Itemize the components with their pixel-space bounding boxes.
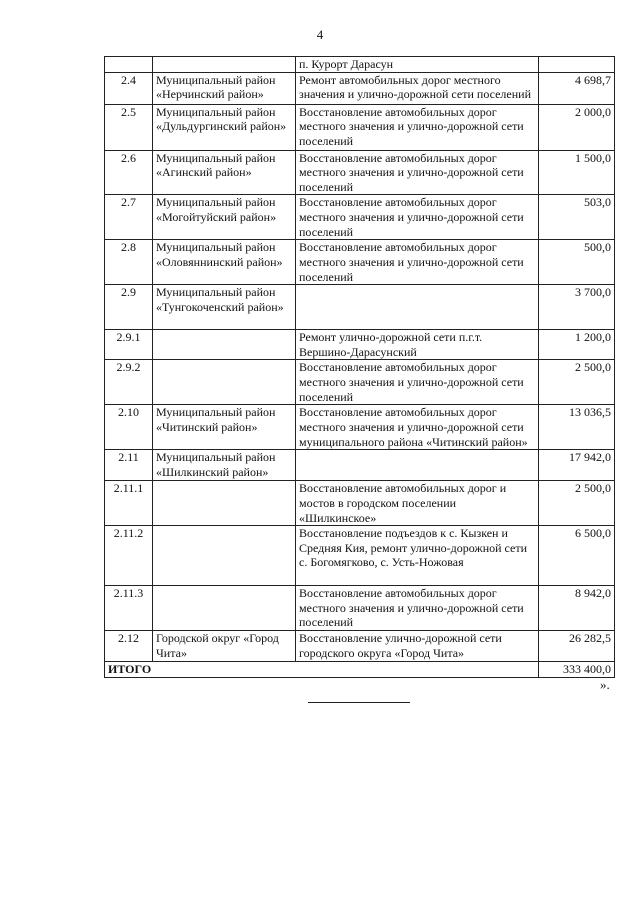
row-number: 2.9 (105, 285, 153, 330)
table-row (105, 285, 615, 330)
table-row (105, 405, 615, 450)
work-description-cell: Восстановление автомобильных дорог местного значения и улично-дорожной сети муниципального района «Читинский район» (296, 405, 539, 450)
municipality-cell: Муниципальный район «Агинский район» (153, 150, 296, 195)
row-number: 2.11.2 (105, 526, 153, 586)
table-row (105, 57, 615, 73)
row-number (105, 57, 153, 73)
table-row (105, 150, 615, 195)
row-number: 2.11.1 (105, 481, 153, 526)
table-row (105, 631, 615, 662)
amount-cell: 3 700,0 (539, 285, 615, 330)
municipality-cell: Городской округ «Город Чита» (153, 631, 296, 662)
amount-cell: 2 500,0 (539, 360, 615, 405)
row-number: 2.5 (105, 104, 153, 150)
amount-cell: 1 500,0 (539, 150, 615, 195)
amount-cell: 6 500,0 (539, 526, 615, 586)
work-description-cell: Ремонт улично-дорожной сети п.г.т. Вершино-Дарасунский (296, 330, 539, 360)
row-number: 2.6 (105, 150, 153, 195)
municipality-cell (153, 330, 296, 360)
table-row (105, 360, 615, 405)
row-number: 2.8 (105, 240, 153, 285)
work-description-cell: Ремонт автомобильных дорог местного значения и улично-дорожной сети поселений (296, 72, 539, 104)
work-description-cell: Восстановление автомобильных дорог местного значения и улично-дорожной сети поселений (296, 195, 539, 240)
table-row (105, 450, 615, 481)
municipality-cell: Муниципальный район «Шилкинский район» (153, 450, 296, 481)
amount-cell: 8 942,0 (539, 586, 615, 631)
municipality-cell (153, 360, 296, 405)
page-number: 4 (316, 27, 324, 42)
work-description-cell: п. Курорт Дарасун (296, 57, 539, 73)
end-rule (308, 702, 410, 703)
table-row (105, 481, 615, 526)
municipality-cell: Муниципальный район «Нерчинский район» (153, 72, 296, 104)
table-row (105, 195, 615, 240)
municipality-cell (153, 526, 296, 586)
table-row (105, 104, 615, 150)
row-number: 2.9.2 (105, 360, 153, 405)
work-description-cell: Восстановление автомобильных дорог местного значения и улично-дорожной сети поселений (296, 586, 539, 631)
table-row (105, 330, 615, 360)
row-number: 2.10 (105, 405, 153, 450)
work-description-cell: Восстановление автомобильных дорог местного значения и улично-дорожной сети поселений (296, 104, 539, 150)
row-number: 2.9.1 (105, 330, 153, 360)
municipality-cell: Муниципальный район «Могойтуйский район» (153, 195, 296, 240)
amount-cell: 13 036,5 (539, 405, 615, 450)
municipality-cell: Муниципальный район «Оловяннинский район» (153, 240, 296, 285)
municipality-cell: Муниципальный район «Тунгокоченский район» (153, 285, 296, 330)
work-description-cell (296, 450, 539, 481)
work-description-cell: Восстановление автомобильных дорог местного значения и улично-дорожной сети поселений (296, 150, 539, 195)
municipality-cell (153, 57, 296, 73)
total-label: ИТОГО (105, 662, 539, 678)
closing-quote: ». (600, 677, 610, 692)
amount-cell: 503,0 (539, 195, 615, 240)
work-description-cell: Восстановление автомобильных дорог местного значения и улично-дорожной сети поселений (296, 360, 539, 405)
municipality-cell (153, 481, 296, 526)
row-number: 2.11.3 (105, 586, 153, 631)
table-row (105, 526, 615, 586)
total-amount: 333 400,0 (539, 662, 615, 678)
row-number: 2.4 (105, 72, 153, 104)
amount-cell (539, 57, 615, 73)
municipality-cell: Муниципальный район «Читинский район» (153, 405, 296, 450)
work-description-cell: Восстановление автомобильных дорог местного значения и улично-дорожной сети поселений (296, 240, 539, 285)
amount-cell: 500,0 (539, 240, 615, 285)
total-row (105, 662, 615, 678)
amount-cell: 2 500,0 (539, 481, 615, 526)
amount-cell: 1 200,0 (539, 330, 615, 360)
row-number: 2.7 (105, 195, 153, 240)
table-row (105, 72, 615, 104)
amount-cell: 26 282,5 (539, 631, 615, 662)
work-description-cell (296, 285, 539, 330)
table-row (105, 586, 615, 631)
amount-cell: 17 942,0 (539, 450, 615, 481)
work-description-cell: Восстановление автомобильных дорог и мостов в городском поселении «Шилкинское» (296, 481, 539, 526)
amount-cell: 4 698,7 (539, 72, 615, 104)
amount-cell: 2 000,0 (539, 104, 615, 150)
allocation-table (104, 56, 615, 678)
work-description-cell: Восстановление подъездов к с. Кызкен и Средняя Кия, ремонт улично-дорожной сети с. Богомягково, с. Усть-Ножовая (296, 526, 539, 586)
municipality-cell: Муниципальный район «Дульдургинский район» (153, 104, 296, 150)
row-number: 2.12 (105, 631, 153, 662)
work-description-cell: Восстановление улично-дорожной сети городского округа «Город Чита» (296, 631, 539, 662)
row-number: 2.11 (105, 450, 153, 481)
table-row (105, 240, 615, 285)
municipality-cell (153, 586, 296, 631)
